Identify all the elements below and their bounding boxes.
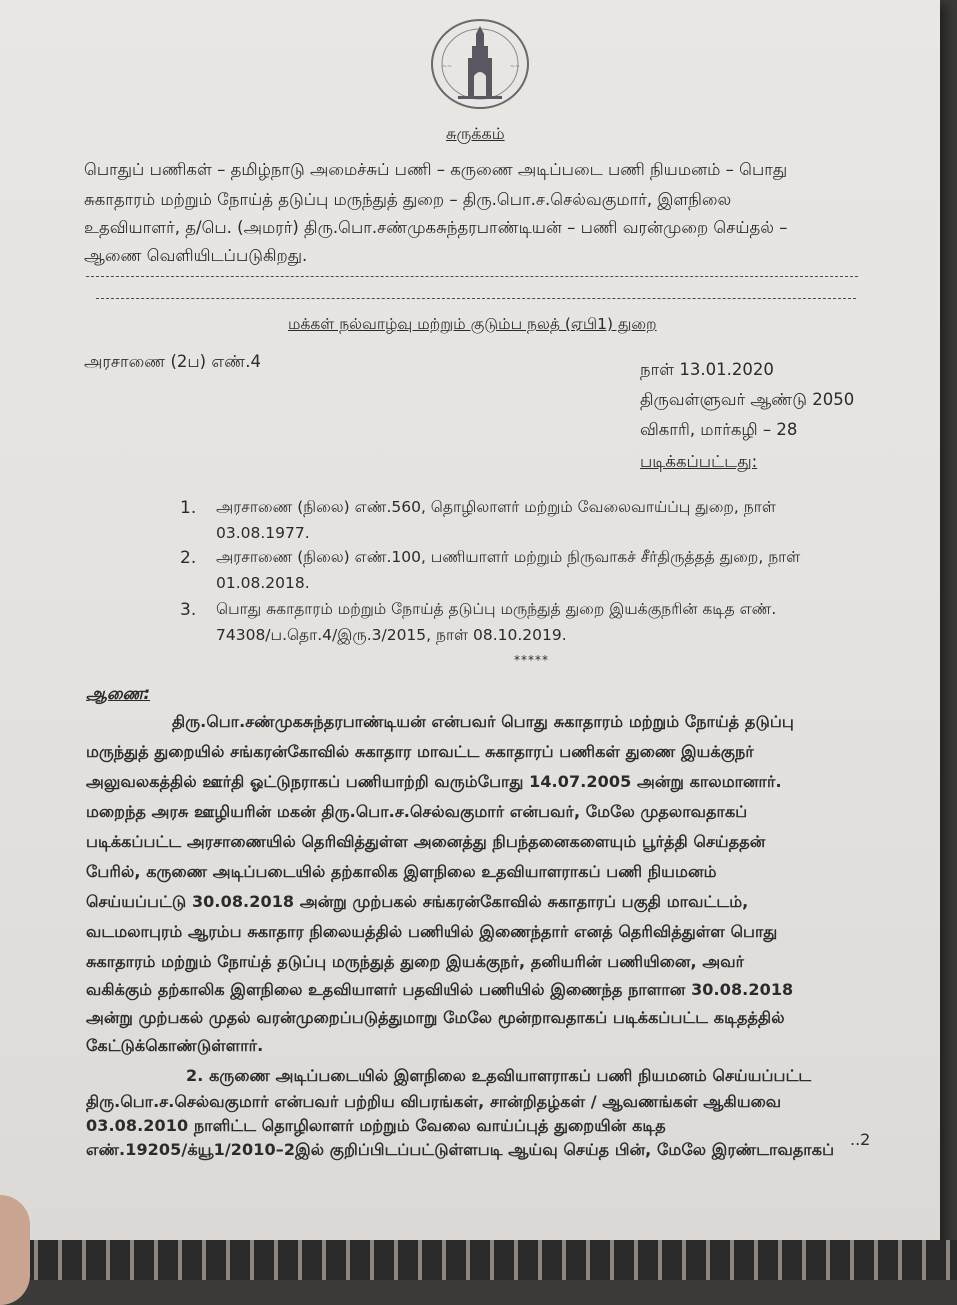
paragraph-line: மருந்துத் துறையில் சங்கரன்கோவில் சுகாதார மாவட்ட சுகாதாரப் பணிகள் துணை இயக்குநர் <box>86 742 754 761</box>
reference-line: அரசாணை (நிலை) எண்.100, பணியாளர் மற்றும் நிருவாகச் சீர்திருத்தத் துறை, நாள் <box>216 548 801 566</box>
paragraph-line: அன்று முற்பகல் முதல் வரன்முறைப்படுத்துமாறு மேலே மூன்றாவதாகப் படிக்கப்பட்ட கடிதத்தில் <box>86 1008 785 1027</box>
paragraph-line: திரு.பொ.சண்முகசுந்தரபாண்டியன் என்பவர் பொது சுகாதாரம் மற்றும் நோய்த் தடுப்பு <box>172 712 794 731</box>
tamil-year: திருவள்ளுவர் ஆண்டு 2050 <box>640 390 855 409</box>
divider <box>96 298 856 299</box>
summary-heading: சுருக்கம் <box>446 124 505 143</box>
go-number: அரசாணை (2ப) எண்.4 <box>84 352 261 371</box>
summary-line: சுகாதாரம் மற்றும் நோய்த் தடுப்பு மருந்துத் துறை – திரு.பொ.ச.செல்வகுமார், இளநிலை <box>84 190 732 209</box>
paragraph-line: மறைந்த அரசு ஊழியரின் மகன் திரு.பொ.ச.செல்வகுமார் என்பவர், மேலே முதலாவதாகப் <box>86 802 748 821</box>
paragraph-line: 03.08.2010 நாளிட்ட தொழிலாளர் மற்றும் வேலை வாய்ப்புத் துறையின் கடித <box>86 1116 666 1135</box>
paragraph-line: சுகாதாரம் மற்றும் நோய்த் தடுப்பு மருந்துத் துறை இயக்குநர், தனியரின் பணியினை, அவர் <box>86 952 745 971</box>
paragraph-line: செய்யப்பட்டு 30.08.2018 அன்று முற்பகல் சங்கரன்கோவில் சுகாதாரப் பகுதி மாவட்டம், <box>86 892 749 911</box>
divider <box>86 276 858 277</box>
separator-stars: ***** <box>514 653 549 667</box>
paragraph-line: படிக்கப்பட்ட அரசாணையில் தெரிவித்துள்ள அனைத்து நிபந்தனைகளையும் பூர்த்தி செய்ததன் <box>86 832 766 851</box>
read-label: படிக்கப்பட்டது: <box>640 452 758 471</box>
order-heading: ஆணை: <box>86 684 151 703</box>
reference-number: 2. <box>180 548 197 568</box>
reference-line: அரசாணை (நிலை) எண்.560, தொழிலாளர் மற்றும் வேலைவாய்ப்பு துறை, நாள் <box>216 498 776 516</box>
summary-line: ஆணை வெளியிடப்படுகிறது. <box>84 246 308 265</box>
paragraph-line: வகிக்கும் தற்காலிக இளநிலை உதவியாளர் பதவியில் பணியில் இணைந்த நாளான 30.08.2018 <box>86 980 794 999</box>
department-title: மக்கள் நல்வாழ்வு மற்றும் குடும்ப நலத் (ஏபி1) துறை <box>288 315 657 333</box>
reference-line: 03.08.1977. <box>216 524 310 542</box>
paragraph-line: திரு.பொ.ச.செல்வகுமார் என்பவர் பற்றிய விபரங்கள், சான்றிதழ்கள் / ஆவணங்கள் ஆகியவை <box>86 1092 782 1111</box>
paragraph-line: வடமலாபுரம் ஆரம்ப சுகாதார நிலையத்தில் பணியில் இணைந்தார் எனத் தெரிவித்துள்ள பொது <box>86 922 778 941</box>
tamil-date: விகாரி, மார்கழி – 28 <box>640 420 798 439</box>
page-continuation: ..2 <box>850 1130 871 1149</box>
paragraph-line: எண்.19205/க்யூ1/2010–2இல் குறிப்பிடப்பட்டுள்ளபடி ஆய்வு செய்த பின், மேலே இரண்டாவதாகப் <box>86 1140 835 1159</box>
svg-text:~~: ~~ <box>510 63 521 70</box>
svg-text:~~: ~~ <box>442 63 453 70</box>
summary-line: உதவியாளர், த/பெ. (அமரர்) திரு.பொ.சண்முகசுந்தரபாண்டியன் – பணி வரன்முறை செய்தல் – <box>84 218 788 237</box>
order-date: நாள் 13.01.2020 <box>640 360 774 379</box>
state-emblem-icon <box>428 18 532 114</box>
reference-number: 3. <box>180 600 197 620</box>
reference-line: பொது சுகாதாரம் மற்றும் நோய்த் தடுப்பு மருந்துத் துறை இயக்குநரின் கடித எண். <box>216 600 777 618</box>
reference-line: 01.08.2018. <box>216 574 310 592</box>
summary-line: பொதுப் பணிகள் – தமிழ்நாடு அமைச்சுப் பணி – கருணை அடிப்படை பணி நியமனம் – பொது <box>84 160 788 179</box>
paragraph-line: அலுவலகத்தில் ஊர்தி ஓட்டுநராகப் பணியாற்றி வரும்போது 14.07.2005 அன்று காலமானார். <box>86 772 782 791</box>
paragraph-line: 2. கருணை அடிப்படையில் இளநிலை உதவியாளராகப் பணி நியமனம் செய்யப்பட்ட <box>186 1066 812 1085</box>
paragraph-line: பேரில், கருணை அடிப்படையில் தற்காலிக இளநிலை உதவியாளராகப் பணி நியமனம் <box>86 862 717 881</box>
reference-number: 1. <box>180 498 197 518</box>
reference-line: 74308/ப.தொ.4/இரு.3/2015, நாள் 08.10.2019. <box>216 626 567 644</box>
thumb <box>0 1195 30 1305</box>
paragraph-line: கேட்டுக்கொண்டுள்ளார். <box>86 1036 264 1055</box>
background-cloth <box>0 1240 957 1280</box>
